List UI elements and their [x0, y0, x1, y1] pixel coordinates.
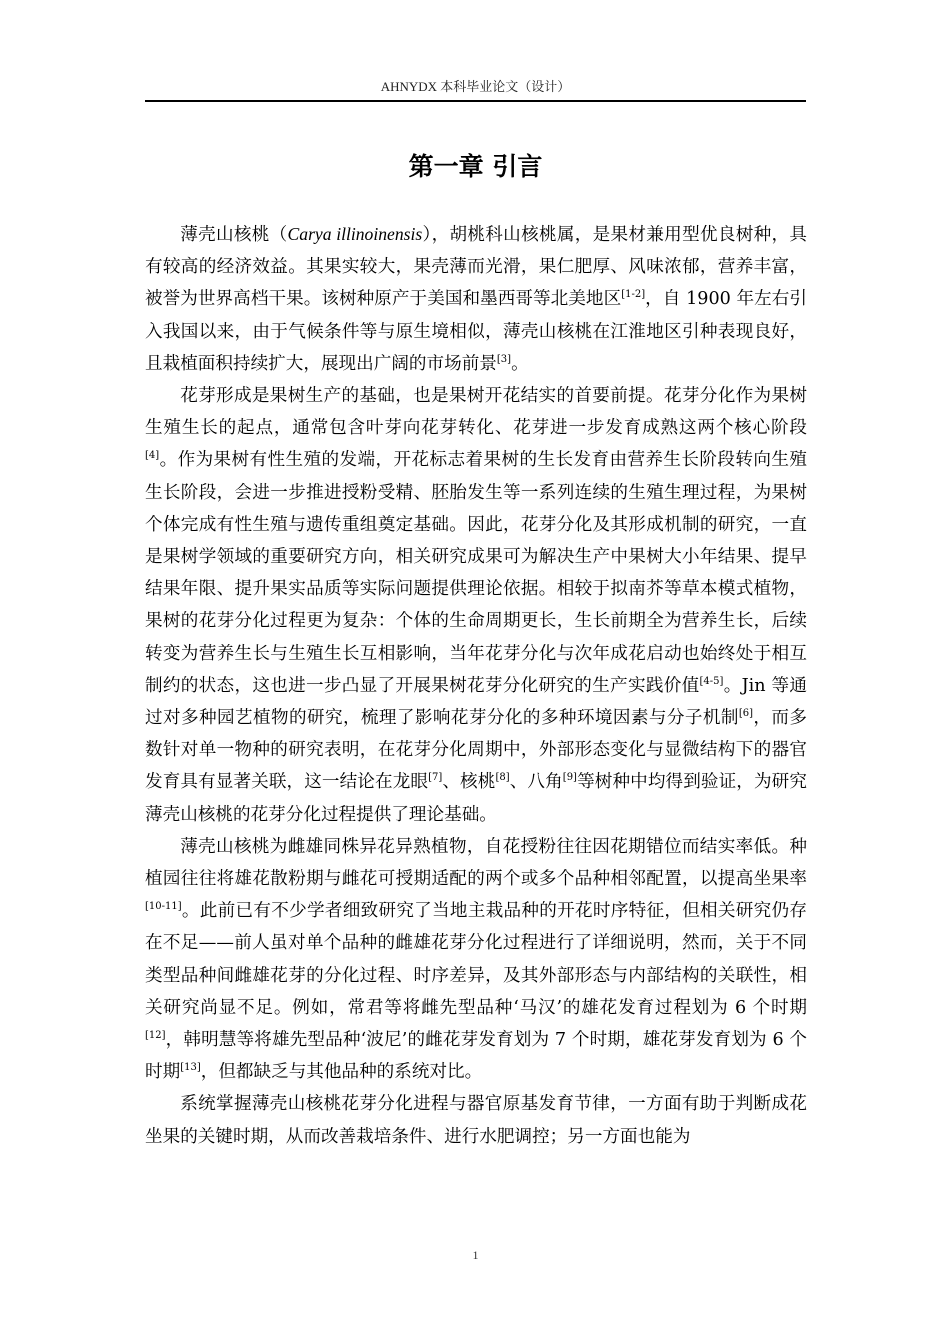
paragraph-text: ，而多数针对单一物种的研究表明，在花芽分化周期中，外部形态变化与显微结构下的器官发育具有显著关联，这一结论在龙眼	[145, 708, 807, 793]
citation-ref: [3]	[496, 353, 512, 365]
citation-ref: [1-2]	[621, 289, 646, 301]
paragraph-text: ，但都缺乏与其他品种的系统对比。	[200, 1062, 483, 1083]
citation-ref: [9]	[562, 772, 577, 784]
paragraph-text: 薄壳山核桃（	[180, 225, 288, 245]
paragraph-text: ），胡桃科山核桃属，是果材兼用型优良树种，具有较高的经济效益。其果实较大，果壳薄而光滑，果仁肥厚、风味浓郁，营养丰富，被誉为世界高档干果。该树种原产于美国和墨西哥等北美地区	[145, 225, 807, 310]
running-header: AHNYDX 本科毕业论文（设计）	[380, 79, 571, 94]
paragraph-text: 系统掌握薄壳山核桃花芽分化进程与器官原基发育节律，一方面有助于判断成花坐果的关键时期，从而改善栽培条件、进行水肥调控；另一方面也能为	[145, 1094, 807, 1147]
paragraph-text: 花芽形成是果树生产的基础，也是果树开花结实的首要前提。花芽分化作为果树生殖生长的起点，通常包含叶芽向花芽转化、花芽进一步发育成熟这两个核心阶段	[145, 386, 807, 439]
page-number: 1	[472, 1248, 479, 1262]
paragraph-text: 、核桃	[442, 772, 496, 793]
paragraph-text: 。Jin 等通过对多种园艺植物的研究，梳理了影响花芽分化的多种环境因素与分子机制	[145, 675, 807, 729]
paragraph-text: 薄壳山核桃为雌雄同株异花异熟植物，自花授粉往往因花期错位而结实率低。种植园往往将雄花散粉期与雌花可授期适配的两个或多个品种相邻配置，以提高坐果率	[145, 836, 807, 890]
header-rule	[145, 100, 806, 102]
citation-ref: [13]	[180, 1062, 201, 1074]
paragraph-text: 。作为果树有性生殖的发端，开花标志着果树的生长发育由营养生长阶段转向生殖生长阶段，会进一步推进授粉受精、胚胎发生等一系列连续的生殖生理过程，为果树个体完成有性生殖与遗传重组奠定基础。因此，花芽分化及其形成机制的研究，一直是果树学领域的重要研究方向，相关研究成果可为解决生产中果树大小年结果、提早结果年限、提升果实品质等实际问题提供理论依据。相较于拟南芥等草本模式植物，果树的花芽分化过程更为复杂：个体的生命周期更长，生长前期全为营养生长，后续转变为营养生长与生殖生长互相影响，当年花芽分化与次年成花启动也始终处于相互制约的状态，这也进一步凸显了开展果树花芽分化研究的生产实践价值	[145, 450, 807, 696]
body-text	[145, 218, 807, 1153]
citation-ref: [10-11]	[145, 901, 182, 913]
paragraph-text: 。此前已有不少学者细致研究了当地主栽品种的开花时序特征，但相关研究仍存在不足——前人虽对单个品种的雌雄花芽分化过程进行了详细说明，然而，关于不同类型品种间雌雄花芽的分化过程、时序差异，及其外部形态与内部结构的关联性，相关研究尚显不足。例如，常君等将雌先型品种‘马汉’的雄花发育过程划为 6 个时期	[145, 901, 807, 1018]
chapter-title: 第一章 引言	[408, 152, 543, 181]
paragraph	[145, 831, 807, 1089]
citation-ref: [4-5]	[699, 675, 724, 687]
paragraph-text: 等树种中均得到验证，为研究薄壳山核桃的花芽分化过程提供了理论基础。	[145, 772, 807, 825]
paragraph-text: 。	[511, 353, 529, 374]
citation-ref: [6]	[738, 708, 753, 720]
paragraph	[145, 1088, 807, 1152]
species-name: Carya illinoinensis	[287, 224, 423, 244]
paragraph	[145, 380, 807, 831]
citation-ref: [8]	[495, 772, 510, 784]
citation-ref: [4]	[145, 450, 160, 462]
paragraph-text: 、八角	[509, 772, 563, 793]
paragraph	[145, 218, 807, 380]
citation-ref: [12]	[145, 1030, 166, 1042]
paragraph-text: ，自 1900 年左右引入我国以来，由于气候条件等与原生境相似，薄壳山核桃在江淮地区引种表现良好，且栽植面积持续扩大，展现出广阔的市场前景	[145, 289, 807, 374]
paragraph-text: ，韩明慧等将雄先型品种‘波尼’的雌花芽发育划为 7 个时期，雄花芽发育划为 6 个时期	[145, 1030, 807, 1083]
citation-ref: [7]	[428, 772, 443, 784]
